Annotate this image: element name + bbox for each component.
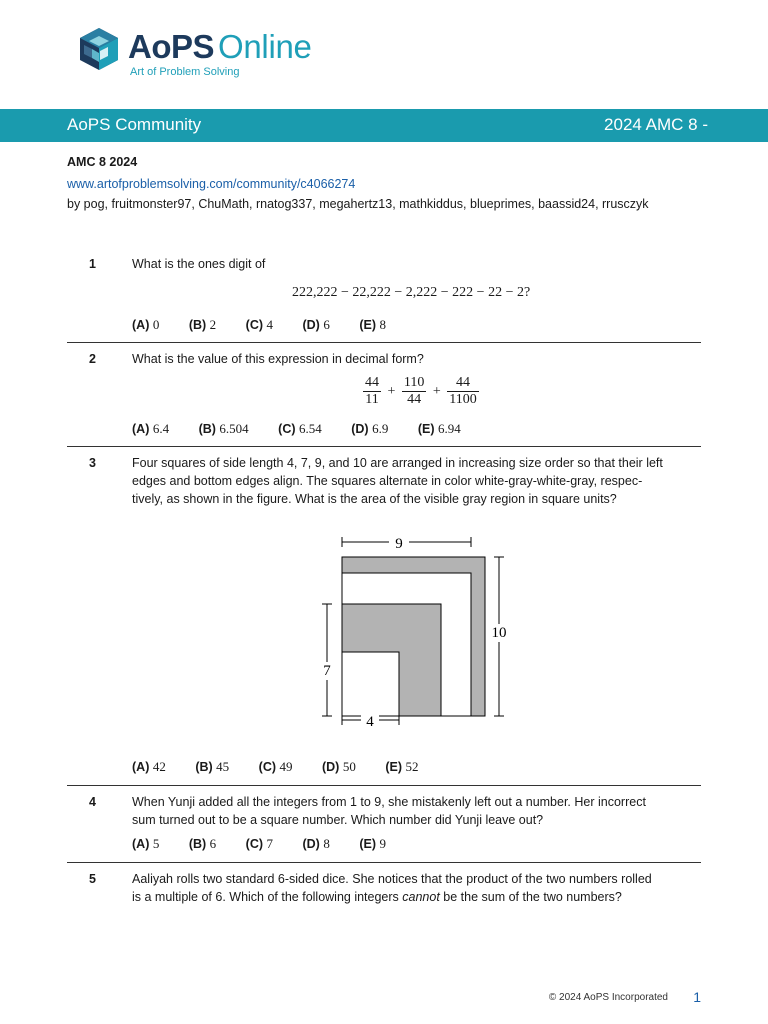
banner-community-title: AoPS Community — [67, 115, 202, 134]
aops-online-logo — [78, 24, 338, 84]
aops-cube-icon — [78, 26, 120, 72]
label-9: 9 — [395, 536, 403, 552]
divider — [67, 446, 701, 447]
problem-4 — [67, 793, 701, 857]
problem-text-line: tively, as shown in the figure. What is the area of the visible gray region in square units? — [132, 492, 617, 506]
problem-text-line: is a multiple of 6. Which of the following integers cannot be the sum of the two numbers? — [132, 890, 622, 904]
logo-product-text: Online — [218, 28, 312, 65]
problem-text: What is the value of this expression in decimal form? — [132, 352, 424, 366]
choice-c: (C) 7 — [245, 836, 273, 851]
choice-a: (A) 42 — [132, 759, 166, 774]
problem-5 — [67, 870, 701, 910]
fraction-expression — [363, 375, 479, 408]
problem-3 — [67, 454, 701, 784]
divider — [67, 862, 701, 863]
logo-tagline: Art of Problem Solving — [130, 66, 240, 78]
problem-2 — [67, 350, 701, 440]
divider — [67, 785, 701, 786]
fraction: $\frac{44}{1100}$ — [449, 375, 477, 407]
problem-text: What is the ones digit of — [132, 257, 266, 271]
problem-text — [132, 454, 702, 508]
choice-d: (D) 6 — [302, 317, 330, 332]
fraction: $\frac{44}{11}$ — [365, 375, 379, 407]
choice-c: (C) 6.54 — [278, 421, 322, 436]
problem-number: 2 — [89, 352, 96, 366]
banner-contest-title: 2024 AMC 8 - — [604, 115, 708, 134]
answer-choices — [132, 420, 487, 438]
choice-b: (B) 45 — [195, 759, 230, 774]
problem-text-line: When Yunji added all the integers from 1 to 9, she mistakenly left out a number. Her incorrect — [132, 795, 646, 809]
choice-d: (D) 50 — [321, 759, 356, 774]
divider — [67, 342, 701, 343]
problem-1 — [67, 255, 701, 335]
answer-choices — [132, 316, 412, 334]
choice-a: (A) 0 — [132, 317, 160, 332]
authors-line: by pog, fruitmonster97, ChuMath, rnatog337, megahertz13, mathkiddus, blueprimes, baassid24, rrusczyk — [67, 197, 649, 211]
contest-meta — [67, 155, 717, 211]
problem-math: 222,222 − 22,222 − 2,222 − 222 − 22 − 2? — [292, 285, 531, 300]
choice-b: (B) 2 — [188, 317, 217, 332]
choice-d: (D) 6.9 — [351, 421, 389, 436]
choice-b: (B) 6.504 — [198, 421, 249, 436]
contest-name: AMC 8 2024 — [67, 155, 138, 169]
plus-sign: + — [387, 383, 396, 399]
choice-e: (E) 6.94 — [417, 421, 461, 436]
answer-choices — [132, 835, 412, 853]
problem-text-line: Aaliyah rolls two standard 6-sided dice. She notices that the product of the two numbers rolled — [132, 872, 652, 886]
choice-a: (A) 5 — [132, 836, 160, 851]
choice-e: (E) 8 — [359, 317, 386, 332]
footer-copyright: © 2024 AoPS Incorporated — [548, 992, 668, 1003]
squares-figure — [317, 532, 517, 728]
problem-number: 1 — [89, 257, 96, 271]
choice-e: (E) 9 — [359, 836, 386, 851]
answer-choices — [132, 758, 444, 776]
problem-text-line: edges and bottom edges align. The squares alternate in color white-gray-white-gray, respec- — [132, 474, 643, 488]
problem-text-line: sum turned out to be a square number. Which number did Yunji leave out? — [132, 813, 544, 827]
header-banner — [0, 109, 768, 142]
choice-e: (E) 52 — [385, 759, 419, 774]
fraction: $\frac{110}{44}$ — [403, 375, 425, 407]
community-link[interactable]: www.artofproblemsolving.com/community/c4066274 — [67, 177, 356, 191]
label-10: 10 — [491, 625, 507, 641]
problem-number: 5 — [89, 872, 96, 886]
plus-sign: + — [432, 383, 441, 399]
page-number: 1 — [693, 989, 701, 1005]
label-4: 4 — [366, 714, 374, 728]
label-7: 7 — [323, 663, 331, 679]
choice-d: (D) 8 — [302, 836, 330, 851]
problem-text-line: Four squares of side length 4, 7, 9, and 10 are arranged in increasing size order so that their left — [132, 456, 663, 470]
problem-text — [132, 870, 702, 906]
choice-c: (C) 4 — [245, 317, 273, 332]
square-side-4 — [342, 652, 399, 716]
logo-brand-text: AoPS — [128, 28, 215, 65]
choice-b: (B) 6 — [188, 836, 217, 851]
problem-number: 3 — [89, 456, 96, 470]
choice-c: (C) 49 — [258, 759, 293, 774]
problem-text — [132, 793, 702, 829]
problem-number: 4 — [89, 795, 96, 809]
choice-a: (A) 6.4 — [132, 421, 170, 436]
